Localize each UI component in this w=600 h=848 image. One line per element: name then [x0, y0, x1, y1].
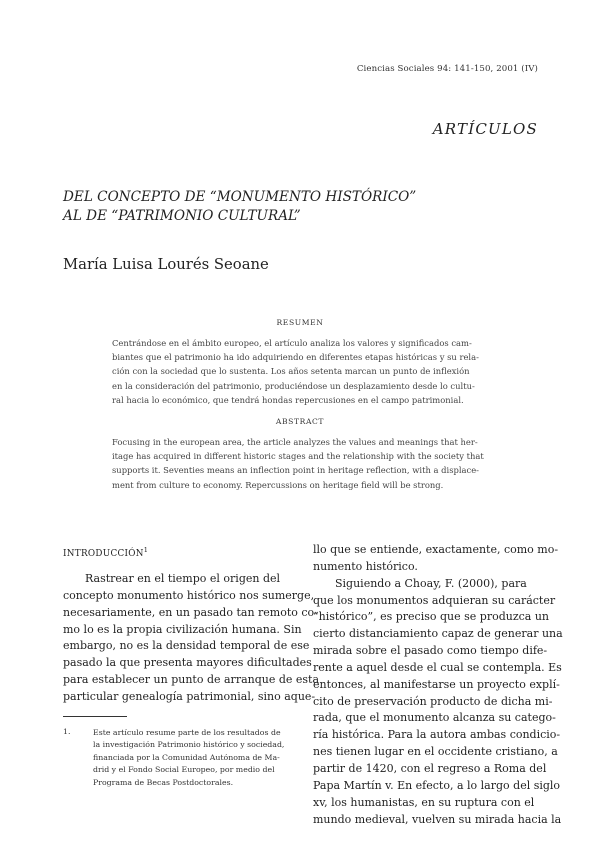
body-line: numento histórico.	[313, 559, 418, 573]
section-label: ARTÍCULOS	[432, 120, 538, 138]
right-column	[313, 542, 563, 828]
body-line: particular genealogía patrimonial, sino aque-	[63, 689, 316, 703]
body-line: Siguiendo a Choay, F. (2000), para	[335, 576, 527, 590]
abstract-line: Focusing in the european area, the article analyzes the values and meanings that her-	[112, 437, 478, 447]
body-line: ría histórica. Para la autora ambas condicio-	[313, 728, 561, 742]
body-line: rada, que el monumento alcanza su catego-	[313, 711, 556, 725]
body-line: pasado la que presenta mayores dificultades	[63, 656, 312, 670]
title-line: AL DE “PATRIMONIO CULTURAL”	[63, 208, 301, 224]
footnote-line: drid y el Fondo Social Europeo, por medio del	[93, 765, 275, 775]
body-line: Papa Martín v. En efecto, a lo largo del siglo	[313, 778, 561, 792]
footnote-text	[93, 727, 284, 789]
body-line: necesariamente, en un pasado tan remoto co-	[63, 605, 318, 619]
resumen-line: en la consideración del patrimonio, produciéndose un desplazamiento desde lo cultu-	[112, 380, 475, 391]
resumen-line: biantes que el patrimonio ha ido adquiriendo en diferentes etapas históricas y su rela-	[112, 352, 479, 363]
resumen-line: Centrándose en el ámbito europeo, el artículo analiza los valores y significados cam-	[112, 338, 472, 348]
footnote-rule	[63, 716, 127, 717]
resumen-text	[112, 336, 486, 407]
abstract-line: itage has acquired in different historic stages and the relationship with the society that	[112, 451, 484, 462]
author-name: María Luisa Lourés Seoane	[63, 256, 269, 273]
body-line: entonces, al manifestarse un proyecto explí-	[313, 677, 560, 691]
footnote-line: financiada por la Comunidad Autónoma de Ma-	[93, 752, 280, 762]
body-line: para establecer un punto de arranque de esta	[63, 673, 320, 687]
intro-heading	[63, 546, 148, 559]
journal-header: Ciencias Sociales 94: 141-150, 2001 (IV)	[356, 64, 538, 74]
abstract-line: ment from culture to economy. Repercussions on heritage field will be strong.	[112, 479, 444, 490]
abstract-text	[112, 435, 486, 492]
body-line: embargo, no es la densidad temporal de ese	[63, 639, 310, 653]
footnote-line: Este artículo resume parte de los resultados de	[93, 728, 281, 737]
body-line: llo que se entiende, exactamente, como mo-	[313, 543, 559, 556]
resumen-line: ral hacia lo económico, que tendrá hondas repercusiones en el campo patrimonial.	[112, 394, 464, 405]
body-line: cierto distanciamiento capaz de generar una	[313, 627, 563, 641]
left-column	[63, 571, 319, 706]
body-line: nes tienen lugar en el occidente cristiano, a	[313, 745, 558, 759]
body-line: partir de 1420, con el regreso a Roma del	[313, 761, 547, 775]
resumen-line: ción con la sociedad que lo sustenta. Los años setenta marcan un punto de inflexión	[112, 366, 470, 377]
body-line: xv, los humanistas, en su ruptura con el	[313, 795, 535, 809]
footnote-ref: 1	[143, 546, 149, 554]
body-line: mundo medieval, vuelven su mirada hacia la	[313, 812, 562, 826]
body-line: mirada sobre el pasado como tiempo dife-	[313, 644, 548, 658]
body-line: rente a aquel desde el cual se contempla. Es	[313, 660, 562, 674]
intro-heading-text: INTRODUCCIÓN	[63, 549, 144, 559]
footnote-number: 1.	[63, 727, 71, 736]
body-line: mo lo es la propia civilización humana. Sin	[63, 622, 302, 636]
footnote-line: la investigación Patrimonio histórico y sociedad,	[93, 740, 285, 750]
title-line: DEL CONCEPTO DE “MONUMENTO HISTÓRICO”	[63, 189, 417, 205]
body-line: “histórico”, es preciso que se produzca un	[313, 610, 550, 624]
body-line: Rastrear en el tiempo el origen del	[85, 572, 281, 585]
abstract-heading: ABSTRACT	[275, 417, 325, 426]
body-line: cito de preservación producto de dicha mi-	[313, 694, 553, 708]
body-line: que los monumentos adquieran su carácter	[313, 593, 556, 607]
abstract-line: supports it. Seventies means an inflection point in heritage reflection, with a displace-	[112, 465, 480, 476]
article-title	[63, 188, 416, 226]
resumen-heading: RESUMEN	[276, 318, 324, 327]
body-line: concepto monumento histórico nos sumerge,	[63, 588, 315, 602]
footnote-line: Programa de Becas Postdoctorales.	[93, 777, 234, 787]
